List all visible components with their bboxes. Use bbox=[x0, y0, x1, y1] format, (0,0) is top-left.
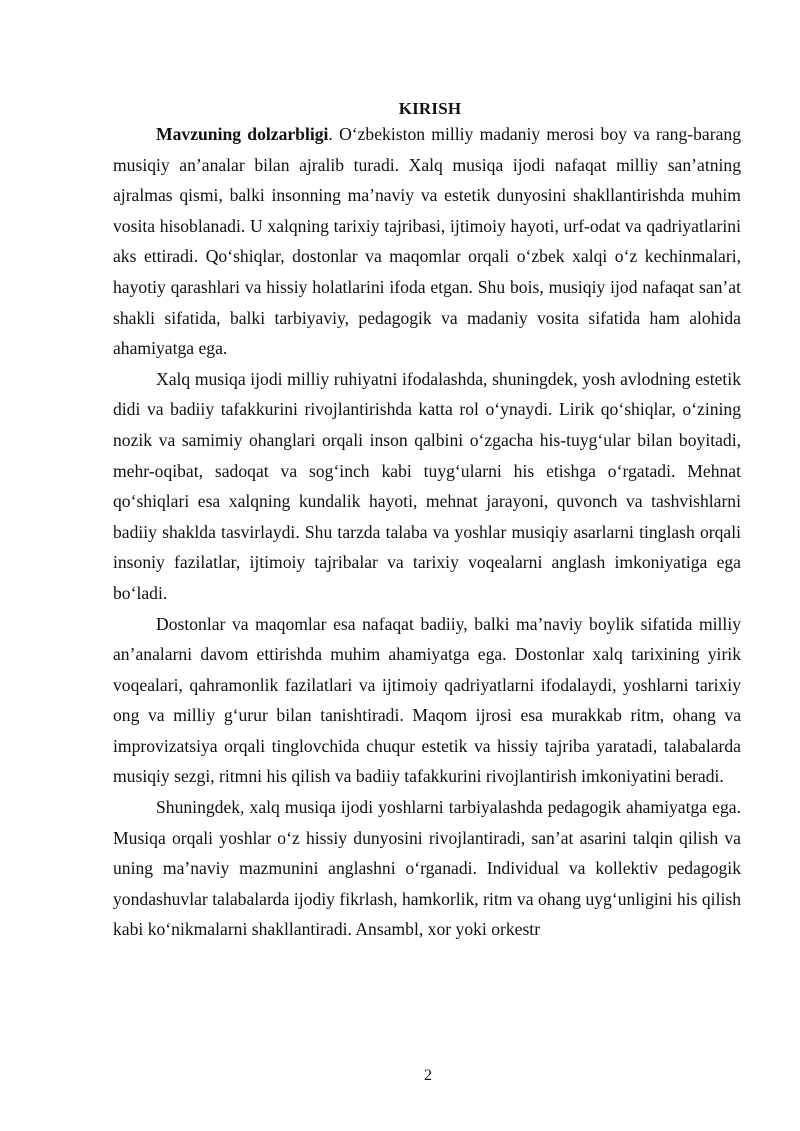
paragraph-folk-music: Xalq musiqa ijodi milliy ruhiyatni ifodalashda, shuningdek, yosh avlodning estetik didi va badiiy tafakkurini rivojlantirishda katta rol o‘ynaydi. Lirik qo‘shiqlar, o‘zining nozik va samimiy ohanglari orqali inson qalbini o‘zgacha his-tuyg‘ular bilan boyitadi, mehr-oqibat, sadoqat va sog‘inch kabi tuyg‘ularni his etishga o‘rgatadi. Mehnat qo‘shiqlari esa xalqning kundalik hayoti, mehnat jarayoni, quvonch va tashvishlarni badiiy shaklda tasvirlaydi. Shu tarzda talaba va yoshlar musiqiy asarlarni tinglash orqali insoniy fazilatlar, ijtimoiy tajribalar va tarixiy voqealarni anglash imkoniyatiga ega bo‘ladi. bbox=[113, 368, 741, 603]
body-text bbox=[113, 119, 741, 945]
paragraph-dostons-maqoms: Dostonlar va maqomlar esa nafaqat badiiy, balki ma’naviy boylik sifatida milliy an’analarni davom ettirishda muhim ahamiyatga ega. Dostonlar xalq tarixining yirik voqealari, qahramonlik fazilatlari va ijtimoiy qadriyatlarni ifodalaydi, yoshlarni tarixiy ong va milliy g‘urur bilan tanishtiradi. Maqom ijrosi esa murakkab ritm, ohang va improvizatsiya orqali tinglovchida chuqur estetik va hissiy tajriba yaratadi, talabalarda musiqiy sezgi, ritmni his qilish va badiiy tafakkurini rivojlantirish imkoniyatini beradi. bbox=[113, 613, 741, 787]
paragraph-text: . O‘zbekiston milliy madaniy merosi boy va rang-barang musiqiy an’analar bilan ajralib turadi. Xalq musiqa ijodi nafaqat milliy san’atning ajralmas qismi, balki insonning ma’naviy va estetik dunyosini shakllantirishda muhim vosita hisoblanadi. U xalqning tarixiy tajribasi, ijtimoiy hayoti, urf-odat va qadriyatlarini aks ettiradi. Qo‘shiqlar, dostonlar va maqomlar orqali o‘zbek xalqi o‘z kechinmalari, hayotiy qarashlari va hissiy holatlarini ifoda etgan. Shu bois, musiqiy ijod nafaqat san’at shakli sifatida, balki tarbiyaviy, pedagogik va madaniy vosita sifatida ham alohida ahamiyatga ega. bbox=[113, 124, 741, 359]
page-number: 2 bbox=[424, 1067, 432, 1084]
section-heading: KIRISH bbox=[398, 99, 462, 118]
paragraph-relevance bbox=[113, 119, 741, 364]
paragraph-pedagogy: Shuningdek, xalq musiqa ijodi yoshlarni tarbiyalashda pedagogik ahamiyatga ega. Musiqa orqali yoshlar o‘z hissiy dunyosini rivojlantiradi, san’at asarini talqin qilish va uning ma’naviy mazmunini anglashni o‘rganadi. Individual va kollektiv pedagogik yondashuvlar talabalarda ijodiy fikrlash, hamkorlik, ritm va ohang uyg‘unligini his qilish kabi ko‘nikmalarni shakllantiradi. Ansambl, xor yoki orkestr bbox=[113, 797, 741, 940]
paragraph-lead: Mavzuning dolzarbligi bbox=[156, 124, 329, 144]
